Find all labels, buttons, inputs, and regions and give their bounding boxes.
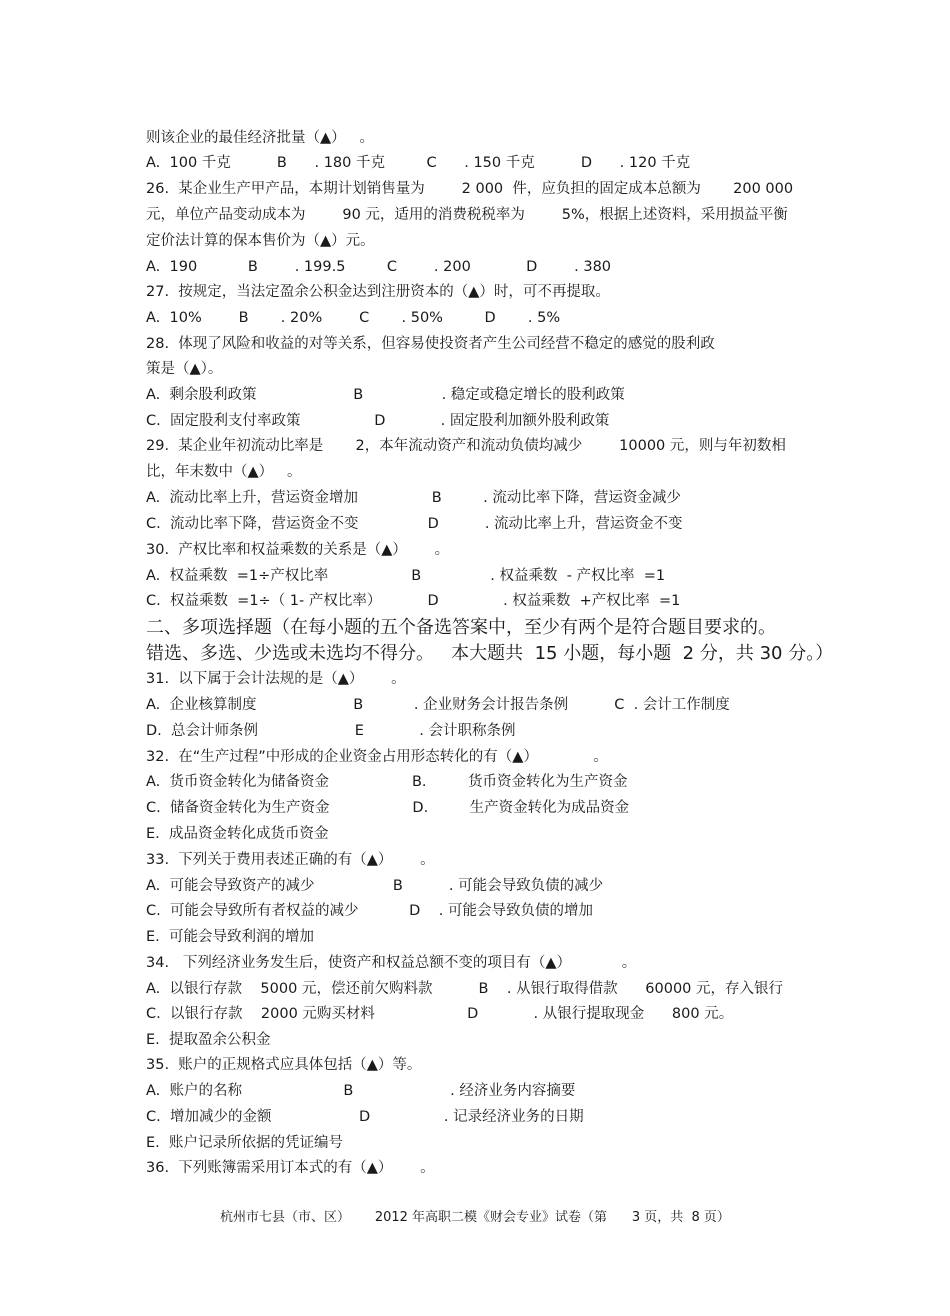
text-line: 策是（▲）。 [146,361,223,377]
text-line: 元，单位产品变动成本为 90 元，适用的消费税税率为 5%，根据上述资料，采用损益平衡 [146,207,788,223]
question-30: 30. 产权比率和权益乘数的关系是（▲） 。 [146,542,450,558]
option-line: A. 企业核算制度 B . 企业财务会计报告条例 C . 会计工作制度 [146,697,730,713]
option-line: D. 总会计师条例 E . 会计职称条例 [146,723,516,739]
option-line: C. 固定股利支付率政策 D . 固定股利加额外股利政策 [146,413,610,429]
option-line: A. 流动比率上升，营运资金增加 B . 流动比率下降，营运资金减少 [146,490,681,506]
question-33: 33. 下列关于费用表述正确的有（▲） 。 [146,852,435,868]
option-line: A. 10% B . 20% C . 50% D . 5% [146,310,561,326]
question-28: 28. 体现了风险和收益的对等关系，但容易使投资者产生公司经营不稳定的感觉的股利政 [146,336,715,352]
option-line: C. 流动比率下降，营运资金不变 D . 流动比率上升，营运资金不变 [146,516,683,532]
option-line: A. 账户的名称 B . 经济业务内容摘要 [146,1083,576,1099]
question-34: 34. 下列经济业务发生后，使资产和权益总额不变的项目有（▲） 。 [146,955,637,971]
option-line: C. 增加减少的金额 D . 记录经济业务的日期 [146,1109,584,1125]
option-line: C. 储备资金转化为生产资金 D. 生产资金转化为成品资金 [146,800,630,816]
question-31: 31. 以下属于会计法规的是（▲） 。 [146,671,406,687]
option-line: A. 剩余股利政策 B . 稳定或稳定增长的股利政策 [146,387,625,403]
option-line: A. 可能会导致资产的减少 B . 可能会导致负债的减少 [146,878,604,894]
option-line: E. 账户记录所依据的凭证编号 [146,1135,343,1151]
question-29: 29. 某企业年初流动比率是 2，本年流动资产和流动负债均减少 10000 元，则与年初数相 [146,438,786,454]
question-27: 27. 按规定，当法定盈余公积金达到注册资本的（▲）时，可不再提取。 [146,284,610,300]
question-32: 32. 在“生产过程”中形成的企业资金占用形态转化的有（▲） 。 [146,749,608,765]
question-26: 26. 某企业生产甲产品，本期计划销售量为 2 000 件，应负担的固定成本总额为 200 000 [146,181,794,197]
option-line: A. 货币资金转化为储备资金 B. 货币资金转化为生产资金 [146,774,628,790]
option-line: C. 可能会导致所有者权益的减少 D . 可能会导致负债的增加 [146,903,593,919]
section-heading-cont: 错选、多选、少选或未选均不得分。 本大题共 15 小题，每小题 2 分，共 30 分。） [146,643,834,664]
option-line: E. 可能会导致利润的增加 [146,929,314,945]
text-line: 则该企业的最佳经济批量（▲） 。 [146,130,374,146]
text-line: 定价法计算的保本售价为（▲）元。 [146,233,375,249]
option-line: A. 权益乘数 =1÷产权比率 B . 权益乘数 - 产权比率 =1 [146,568,666,584]
option-line: A. 190 B . 199.5 C . 200 D . 380 [146,259,612,275]
option-line: E. 提取盈余公积金 [146,1032,271,1048]
option-line: A. 100 千克 B . 180 千克 C . 150 千克 D . 120 千克 [146,155,691,171]
option-line: C. 以银行存款 2000 元购买材料 D . 从银行提取现金 800 元。 [146,1006,734,1022]
question-35: 35. 账户的正规格式应具体包括（▲）等。 [146,1057,422,1073]
text-line: 比，年末数中（▲） 。 [146,464,302,480]
option-line: E. 成品资金转化成货币资金 [146,826,329,842]
page-footer: 杭州市七县（市、区） 2012 年高职二模《财会专业》试卷（第 3 页，共 8 页） [220,1210,730,1225]
option-line: A. 以银行存款 5000 元，偿还前欠购料款 B . 从银行取得借款 60000 元，存入银行 [146,981,784,997]
question-36: 36. 下列账簿需采用订本式的有（▲） 。 [146,1160,435,1176]
section-heading: 二、多项选择题（在每小题的五个备选答案中，至少有两个是符合题目要求的。 [146,617,776,638]
option-line: C. 权益乘数 =1÷（ 1- 产权比率） D . 权益乘数 +产权比率 =1 [146,593,681,609]
